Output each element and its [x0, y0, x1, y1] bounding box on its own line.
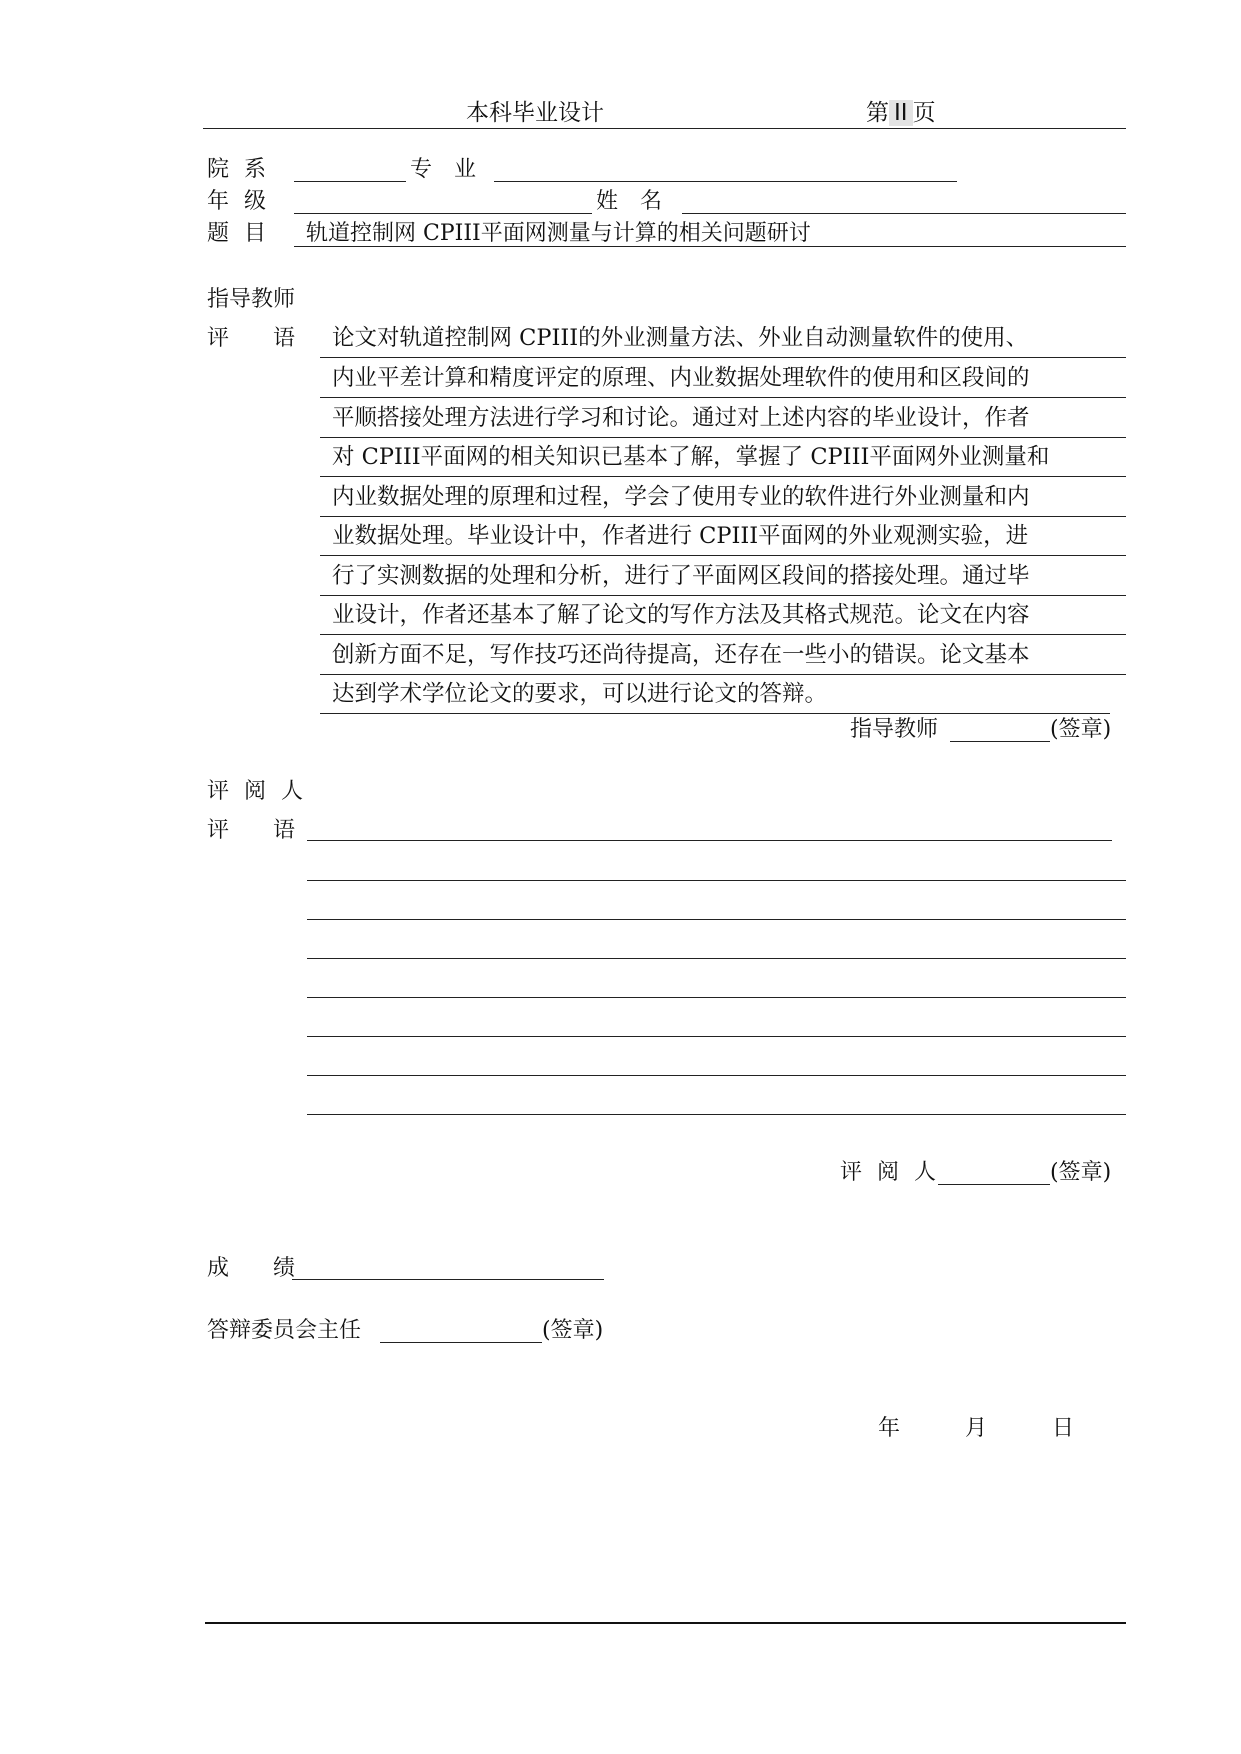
committee-chair-label: 答辩委员会主任 — [207, 1318, 362, 1343]
reviewer-comment-line — [307, 1075, 1126, 1076]
reviewer-sign-label: 评 阅 人 — [840, 1160, 940, 1185]
page-indicator — [866, 94, 936, 127]
reviewer-comment-line — [307, 997, 1126, 998]
advisor-comment-line: 论文对轨道控制网 CPIII的外业测量方法、外业自动测量软件的使用、 — [320, 318, 1126, 358]
major-label: 专 业 — [410, 157, 477, 182]
topic-label: 题 目 — [207, 221, 270, 246]
grade-label: 成 绩 — [207, 1256, 296, 1281]
document-title: 本科毕业设计 — [466, 100, 604, 126]
topic-field-line — [294, 246, 1126, 247]
reviewer-sign-suffix: (签章) — [1050, 1160, 1112, 1185]
page-number: II — [889, 100, 913, 126]
header-rule — [203, 128, 1126, 129]
committee-sign-line[interactable] — [380, 1342, 542, 1343]
page-suffix: 页 — [912, 100, 936, 126]
department-field-line — [294, 181, 406, 182]
committee-sign-suffix: (签章) — [542, 1318, 604, 1343]
grade-field-line[interactable] — [292, 1279, 604, 1280]
footer-rule — [205, 1622, 1126, 1624]
page-prefix: 第 — [866, 100, 889, 126]
topic-value: 轨道控制网 CPIII平面网测量与计算的相关问题研讨 — [306, 221, 811, 246]
date-month-label: 月 — [965, 1416, 988, 1441]
date-year-label: 年 — [878, 1416, 901, 1441]
advisor-comment-line: 内业数据处理的原理和过程，学会了使用专业的软件进行外业测量和内 — [320, 477, 1126, 517]
advisor-comment-line: 业数据处理。毕业设计中，作者进行 CPIII平面网的外业观测实验，进 — [320, 516, 1126, 556]
reviewer-comment-line — [307, 919, 1126, 920]
reviewer-section-label: 评 阅 人 — [207, 779, 307, 804]
reviewer-comment-line — [307, 958, 1126, 959]
reviewer-comment-line — [307, 1114, 1126, 1115]
reviewer-comment-line — [307, 880, 1126, 881]
department-label: 院 系 — [207, 157, 270, 182]
advisor-comment-line: 业设计，作者还基本了解了论文的写作方法及其格式规范。论文在内容 — [320, 595, 1126, 635]
reviewer-comment-label: 评 语 — [207, 818, 296, 843]
date-day-label: 日 — [1052, 1416, 1075, 1441]
advisor-sign-suffix: (签章) — [1050, 717, 1112, 742]
reviewer-comment-line — [307, 840, 1112, 841]
major-field-line — [494, 181, 957, 182]
grade-label: 年 级 — [207, 189, 270, 214]
reviewer-comment-line — [307, 1036, 1126, 1037]
advisor-comment-line: 内业平差计算和精度评定的原理、内业数据处理软件的使用和区段间的 — [320, 358, 1126, 398]
advisor-comment-line: 行了实测数据的处理和分析，进行了平面网区段间的搭接处理。通过毕 — [320, 556, 1126, 596]
advisor-comment-line: 对 CPIII平面网的相关知识已基本了解，掌握了 CPIII平面网外业测量和 — [320, 437, 1126, 477]
advisor-sign-line — [950, 741, 1050, 742]
advisor-comment-line: 达到学术学位论文的要求，可以进行论文的答辩。 — [320, 674, 1110, 714]
advisor-comment-line: 平顺搭接处理方法进行学习和讨论。通过对上述内容的毕业设计，作者 — [320, 398, 1126, 438]
advisor-comment-label: 评 语 — [207, 326, 296, 351]
advisor-section-label: 指导教师 — [207, 287, 296, 312]
grade-field-line — [294, 213, 592, 214]
name-field-line — [682, 213, 1126, 214]
advisor-sign-label: 指导教师 — [850, 717, 939, 742]
advisor-comment-line: 创新方面不足，写作技巧还尚待提高，还存在一些小的错误。论文基本 — [320, 635, 1126, 675]
name-label: 姓 名 — [596, 189, 663, 214]
reviewer-sign-line — [938, 1184, 1050, 1185]
